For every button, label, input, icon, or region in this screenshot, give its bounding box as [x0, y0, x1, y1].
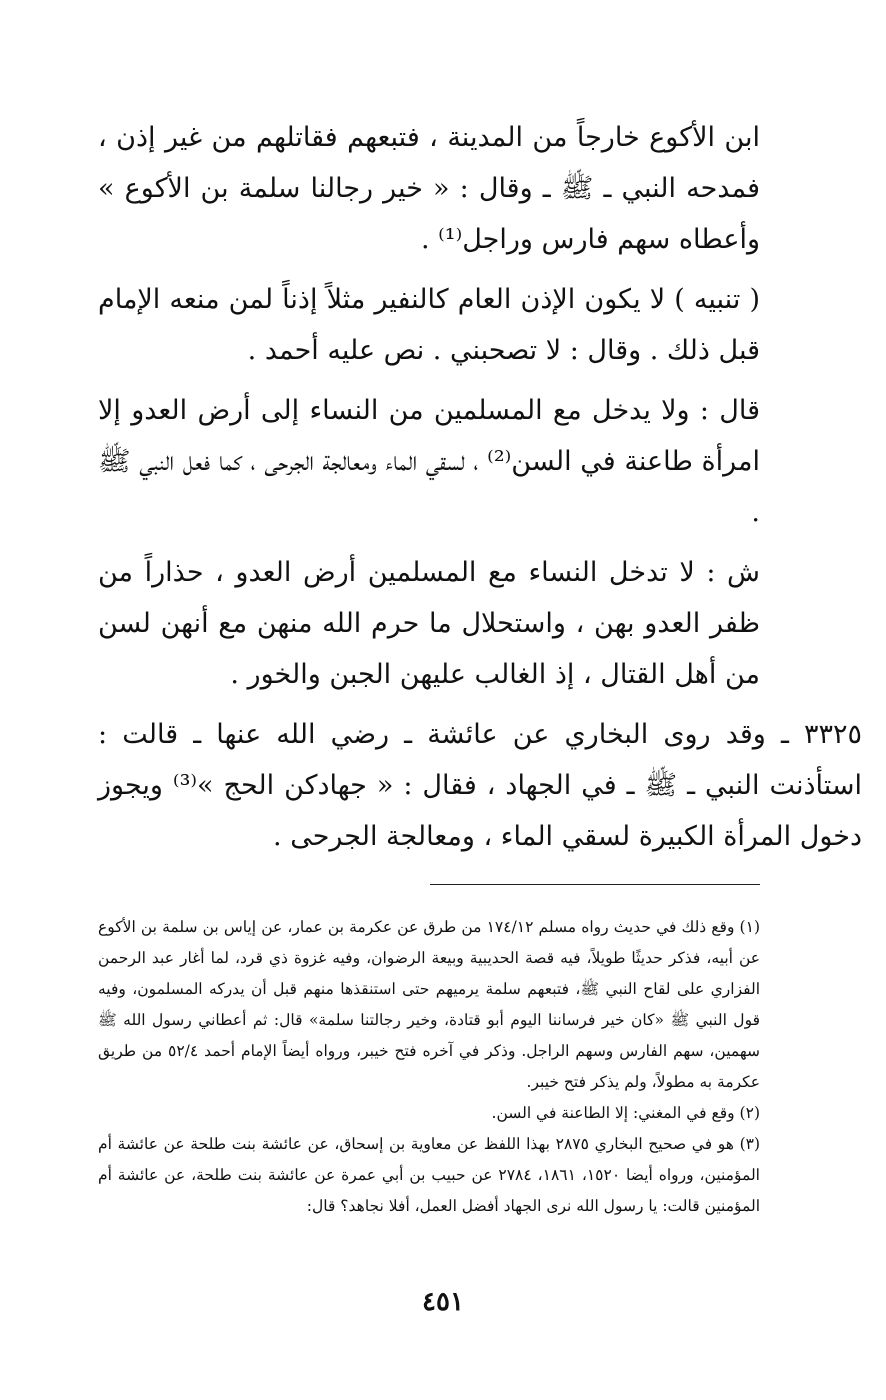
main-text	[98, 112, 862, 871]
footnote-separator	[430, 884, 760, 885]
page-number: ٤٥١	[422, 1287, 464, 1317]
paragraph-note: ( تنبيه ) لا يكون الإذن العام كالنفير مثلاً إذناً لمن منعه الإمام قبل ذلك . وقال : لا تصحبني . نص عليه أحمد .	[98, 284, 760, 366]
paragraph-continuation: ابن الأكوع خارجاً من المدينة ، فتبعهم فقاتلهم من غير إذن ، فمدحه النبي ـ ﷺ ـ وقال : « خير رجالنا سلمة بن الأكوع » وأعطاه سهم فارس وراجل⁽¹⁾ .	[98, 122, 760, 255]
footnote-3: (٣) هو في صحيح البخاري ٢٨٧٥ بهذا اللفظ عن معاوية بن إسحاق، عن عائشة بنت طلحة عن عائشة أم المؤمنين، ورواه أيضا ١٥٢٠، ١٨٦١، ٢٧٨٤ عن حبيب بن أبي عمرة عن عائشة بنت طلحة، عن عائشة أم المؤمنين قالت: يا رسول الله نرى الجهاد أفضل العمل، أفلا نجاهد؟ قال:	[98, 1135, 761, 1215]
paragraph-numbered: ٣٣٢٥ ـ وقد روى البخاري عن عائشة ـ رضي الله عنها ـ قالت : استأذنت النبي ـ ﷺ ـ في الجهاد ، فقال : « جهادكن الحج »⁽³⁾ ويجوز دخول المرأة الكبيرة لسقي الماء ، ومعالجة الجرحى .	[98, 719, 862, 852]
footnote-2: (٢) وقع في المغني: إلا الطاعنة في السن.	[491, 1104, 760, 1122]
footnote-1: (١) وقع ذلك في حديث رواه مسلم ١٧٤/١٢ من طرق عن عكرمة بن عمار، عن إياس بن سلمة بن الأكوع عن أبيه، فذكر حديثًا طويلاً، فيه قصة الحديبية وبيعة الرضوان، وفيه غزوة ذي قرد، لما أغار عبد الرحمن الفزاري على لقاح النبي ﷺ، فتبعهم سلمة يرميهم حتى استنقذها منهم قبل أن يدركه المسلمون، وفيه قول النبي ﷺ «كان خير فرساننا اليوم أبو قتادة، وخير رجالتنا سلمة» قال: ثم أعطاني رسول الله ﷺ سهمين، سهم الفارس وسهم الراجل. وذكر في آخره فتح خيبر، ورواه أيضاً الإمام أحمد ٥٢/٤ من طريق عكرمة به مطولاً، ولم يذكر فتح خيبر.	[98, 918, 760, 1091]
paragraph-matn: قال : ولا يدخل مع المسلمين من النساء إلى أرض العدو إلا امرأة طاعنة في السن⁽²⁾ ، لسقي الماء ومعالجة الجرحى ، كما فعل النبي ﷺ .	[98, 395, 760, 528]
paragraph-sharh: ش : لا تدخل النساء مع المسلمين أرض العدو ، حذاراً من ظفر العدو بهن ، واستحلال ما حرم الله منهن مع أنهن لسن من أهل القتال ، إذ الغالب عليهن الجبن والخور .	[98, 557, 760, 690]
footnotes	[98, 912, 760, 1222]
